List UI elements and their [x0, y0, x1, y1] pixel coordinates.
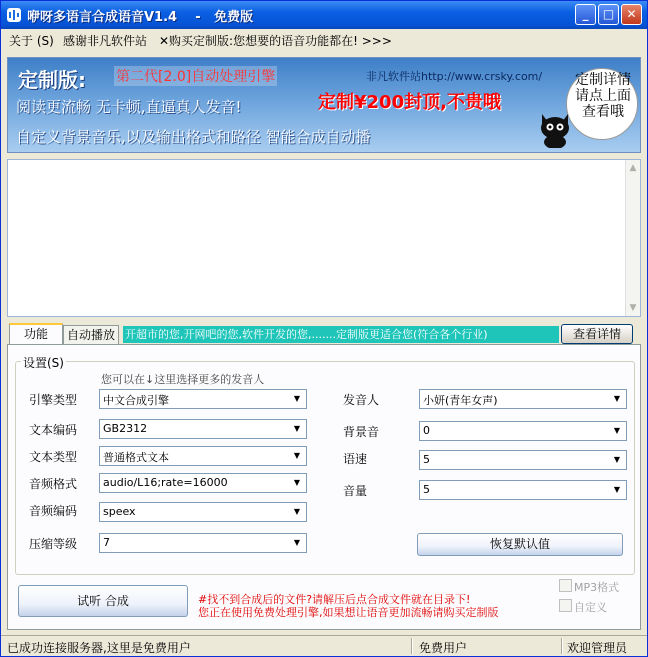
app-icon — [6, 7, 22, 23]
text-type-label: 文本类型 — [29, 450, 78, 464]
engine-type-value: 中文合成引擎 — [103, 394, 169, 407]
chevron-down-icon[interactable]: ▼ — [613, 426, 621, 435]
bubble-text: 定制详情请点上面查看哦 — [575, 72, 631, 120]
window-title: 咿呀多语言合成语音V1.4 - 免费版 — [27, 10, 254, 25]
bg-sound-value: 0 — [423, 424, 430, 437]
notice-file-location: #找不到合成后的文件?请解压后点合成文件就在目录下! — [198, 593, 471, 606]
speed-label: 语速 — [343, 452, 368, 466]
banner-price: 定制¥200封顶,不贵哦 — [318, 92, 501, 113]
vertical-scrollbar[interactable] — [625, 160, 640, 316]
status-separator — [561, 638, 563, 654]
close-button[interactable]: ✕ — [621, 4, 642, 25]
text-type-select[interactable] — [99, 446, 307, 466]
chevron-down-icon[interactable]: ▼ — [293, 394, 301, 403]
volume-label: 音量 — [343, 484, 368, 498]
maximize-button[interactable]: □ — [598, 4, 619, 25]
text-input-area[interactable] — [7, 159, 641, 317]
cat-mascot-icon — [538, 108, 572, 148]
tab-auto-play[interactable]: 自动播放 — [63, 325, 119, 345]
minimize-button[interactable]: _ — [575, 4, 596, 25]
chevron-down-icon[interactable]: ▼ — [613, 485, 621, 494]
chevron-down-icon[interactable]: ▼ — [293, 507, 301, 516]
status-bar — [1, 635, 647, 656]
bg-sound-select[interactable] — [419, 421, 627, 441]
status-separator — [411, 638, 413, 654]
restore-defaults-button[interactable]: 恢复默认值 — [417, 533, 623, 556]
speed-select[interactable] — [419, 450, 627, 470]
chevron-down-icon[interactable]: ▼ — [293, 424, 301, 433]
view-details-button[interactable]: 查看详情 — [561, 324, 633, 344]
chevron-down-icon[interactable]: ▼ — [613, 455, 621, 464]
text-type-value: 普通格式文本 — [103, 451, 169, 464]
mp3-format-label: MP3格式 — [574, 581, 620, 594]
audio-format-value: audio/L16;rate=16000 — [103, 476, 228, 489]
menu-about[interactable]: 关于 (S) — [9, 34, 54, 48]
banner-site: 非凡软件站http://www.crsky.com/ — [366, 70, 543, 83]
text-encoding-value: GB2312 — [103, 422, 148, 435]
banner-line2: 自定义背景音乐,以及输出格式和路径 智能合成自动播 — [16, 128, 371, 146]
speed-value: 5 — [423, 453, 430, 466]
text-encoding-select[interactable] — [99, 419, 307, 439]
compression-label: 压缩等级 — [29, 537, 78, 551]
settings-group-title: 设置(S) — [23, 356, 64, 370]
speaker-label: 发音人 — [343, 393, 380, 407]
mp3-format-checkbox[interactable] — [559, 579, 572, 592]
status-user-type: 免费用户 — [419, 641, 468, 655]
tab-function[interactable]: 功能 — [9, 323, 63, 345]
promo-banner[interactable] — [7, 57, 641, 153]
audio-encoding-label: 音频编码 — [29, 504, 78, 518]
custom-label: 自定义 — [574, 601, 607, 614]
banner-title: 定制版: — [18, 68, 86, 92]
audio-encoding-value: speex — [103, 505, 136, 518]
chevron-down-icon[interactable]: ▼ — [293, 538, 301, 547]
volume-value: 5 — [423, 483, 430, 496]
chevron-down-icon[interactable]: ▼ — [293, 478, 301, 487]
banner-engine: 第二代[2.0]自动处理引擎 — [114, 66, 277, 86]
chevron-down-icon[interactable]: ▼ — [613, 394, 621, 403]
bg-sound-label: 背景音 — [343, 425, 380, 439]
speaker-select[interactable] — [419, 389, 627, 409]
scroll-up-icon[interactable]: ▲ — [629, 163, 637, 173]
banner-line1: 阅读更流畅 无卡顿,直逼真人发音! — [16, 98, 242, 116]
listen-synthesize-button[interactable]: 试听 合成 — [18, 585, 188, 617]
compression-select[interactable] — [99, 533, 307, 553]
scroll-down-icon[interactable]: ▼ — [629, 303, 637, 313]
text-encoding-label: 文本编码 — [29, 423, 78, 437]
engine-type-select[interactable] — [99, 389, 307, 409]
speaker-value: 小妍(青年女声) — [423, 394, 498, 407]
chevron-down-icon[interactable]: ▼ — [293, 451, 301, 460]
engine-type-label: 引擎类型 — [29, 393, 78, 407]
volume-select[interactable] — [419, 480, 627, 500]
custom-checkbox[interactable] — [559, 599, 572, 612]
menu-buy-custom[interactable]: ✕购买定制版:您想要的语音功能都在! >>> — [159, 34, 392, 48]
speaker-hint: 您可以在↓这里选择更多的发音人 — [101, 373, 265, 386]
ad-marquee: 开超市的您,开网吧的您,软件开发的您,.......定制版更适合您(符合各个行业) — [123, 326, 559, 343]
title-bar[interactable] — [1, 1, 647, 29]
menu-bar — [1, 29, 647, 49]
audio-encoding-select[interactable] — [99, 502, 307, 522]
menu-thanks[interactable]: 感谢非凡软件站 — [63, 34, 148, 48]
audio-format-select[interactable] — [99, 473, 307, 493]
status-welcome: 欢迎管理员 — [567, 641, 628, 655]
status-connection: 已成功连接服务器,这里是免费用户 — [7, 641, 191, 655]
notice-free-engine: 您正在使用免费处理引擎,如果想让语音更加流畅请购买定制版 — [198, 606, 499, 619]
compression-value: 7 — [103, 536, 110, 549]
audio-format-label: 音频格式 — [29, 477, 78, 491]
